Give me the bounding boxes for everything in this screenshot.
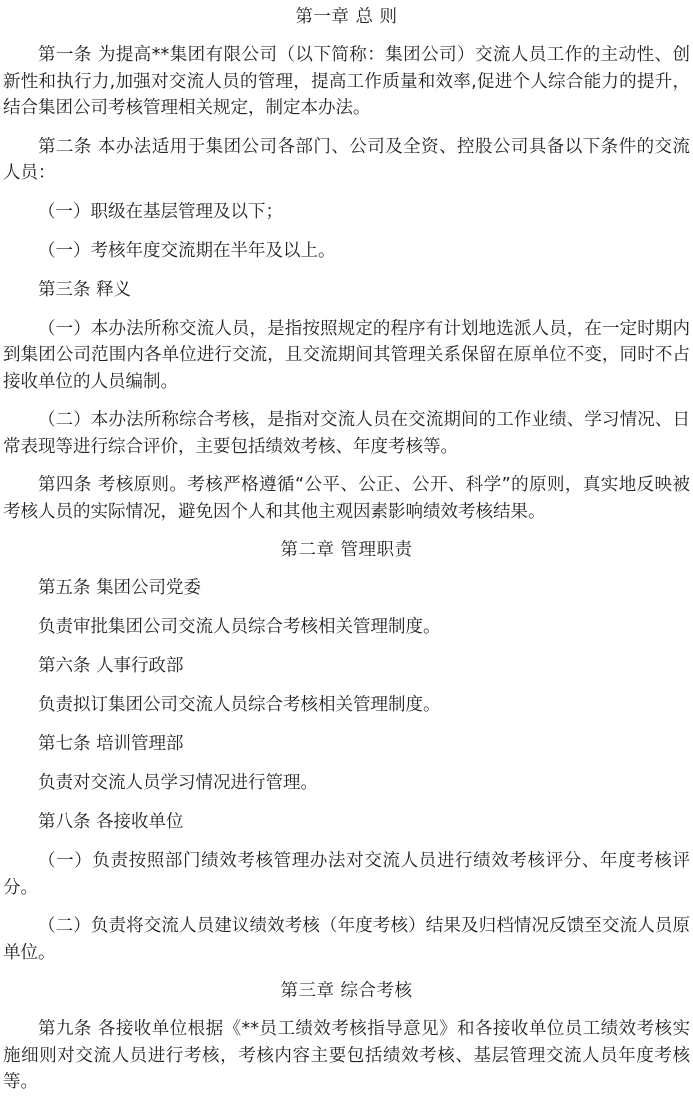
chapter-2-title: 第二章 管理职责	[280, 540, 413, 560]
article-7-body: 负责对交流人员学习情况进行管理。	[38, 773, 318, 793]
article-3-item-2: （二）本办法所称综合考核，是指对交流人员在交流期间的工作业绩、学习情况、日常表现等进行综合评价，主要包括绩效考核、年度考核等。	[3, 410, 690, 457]
article-3-item-1: （一）本办法所称交流人员，是指按照规定的程序有计划地选派人员，在一定时期内到集团公司范围内各单位进行交流，且交流期间其管理关系保留在原单位不变，同时不占接收单位的人员编制。	[3, 318, 690, 392]
article-8-heading: 第八条 各接收单位	[38, 812, 184, 832]
article-2-item-1: （一）职级在基层管理及以下；	[38, 201, 283, 222]
chapter-3-title: 第三章 综合考核	[280, 981, 413, 1001]
chapter-1-title: 第一章 总 则	[295, 7, 398, 27]
article-7-heading: 第七条 培训管理部	[38, 734, 184, 754]
article-8-item-2: （二）负责将交流人员建议绩效考核（年度考核）结果及归档情况反馈至交流人员原单位。	[3, 916, 690, 963]
article-6-heading: 第六条 人事行政部	[38, 656, 184, 676]
article-1: 第一条 为提高**集团有限公司（以下简称：集团公司）交流人员工作的主动性、创新性和执行力,加强对交流人员的管理，提高工作质量和效率,促进个人综合能力的提升，结合集团公司考核管理相关规定，制定本办法。	[3, 45, 690, 118]
article-2: 第二条 本办法适用于集团公司各部门、公司及全资、控股公司具备以下条件的交流人员：	[3, 136, 690, 183]
article-5-body: 负责审批集团公司交流人员综合考核相关管理制度。	[38, 617, 441, 637]
article-9: 第九条 各接收单位根据《**员工绩效考核指导意见》和各接收单位员工绩效考核实施细则对交流人员进行考核，考核内容主要包括绩效考核、基层管理交流人员年度考核等。	[3, 1019, 690, 1092]
article-5-heading: 第五条 集团公司党委	[38, 578, 202, 598]
article-8-item-1: （一）负责按照部门绩效考核管理办法对交流人员进行绩效考核评分、年度考核评分。	[3, 851, 690, 898]
article-6-body: 负责拟订集团公司交流人员综合考核相关管理制度。	[38, 695, 441, 715]
article-2-item-2: （一）考核年度交流期在半年及以上。	[38, 240, 336, 261]
article-4: 第四条 考核原则。考核严格遵循“公平、公正、公开、科学”的原则，真实地反映被考核人员的实际情况，避免因个人和其他主观因素影响绩效考核结果。	[3, 475, 690, 522]
article-3-heading: 第三条 释义	[38, 279, 132, 300]
